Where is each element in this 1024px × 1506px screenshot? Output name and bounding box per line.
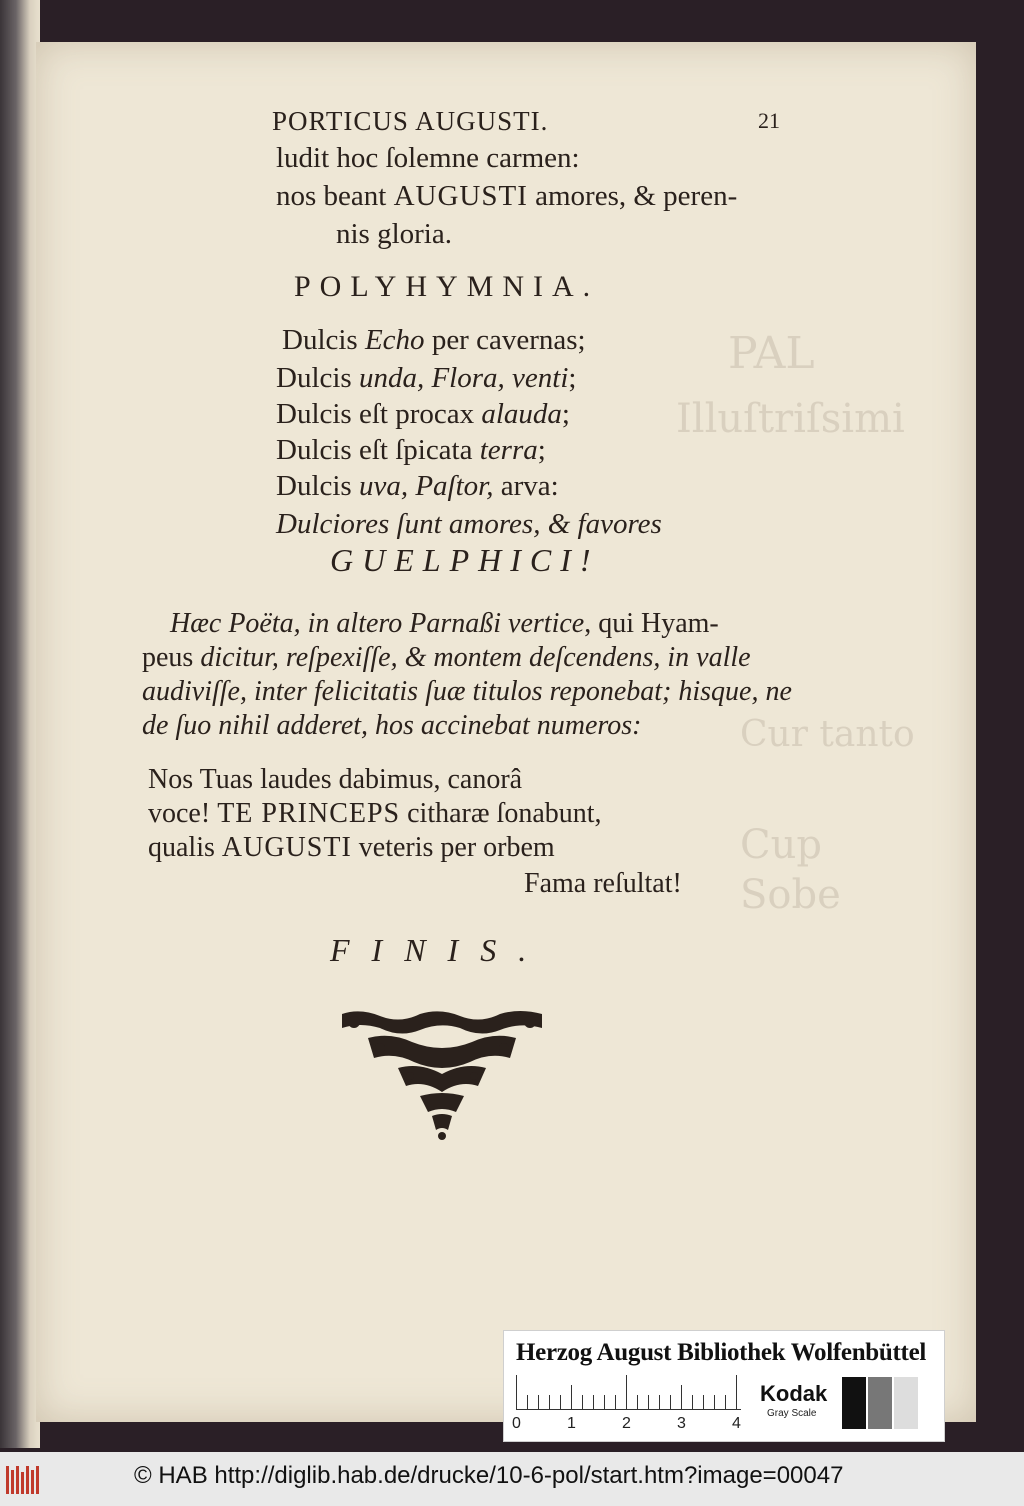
- finis: FINIS.: [330, 932, 549, 968]
- prose-italic: dicitur, reſpexiſſe, & montem deſcendens, in valle: [200, 642, 751, 673]
- verse-fragment: voce!: [148, 798, 218, 829]
- verse-line: Fama reſultat!: [524, 868, 682, 899]
- tailpiece-ornament-icon: [340, 1008, 544, 1142]
- verse-fragment: ;: [568, 362, 577, 394]
- verse-fragment: Dulcis eſt procax: [276, 398, 482, 430]
- verse-line: [148, 832, 555, 864]
- name-caps: AUGUSTI: [393, 180, 528, 212]
- verse-line: [276, 362, 576, 395]
- verse-fragment: amores, & peren-: [527, 180, 738, 212]
- verse-fragment: Dulcis: [276, 362, 359, 394]
- verse-fragment: per cavernas;: [424, 324, 586, 356]
- prose-fragment: peus: [142, 642, 201, 673]
- book-page: [36, 42, 976, 1422]
- prose-line: [170, 608, 719, 640]
- prose-line: de ſuo nihil adderet, hos accinebat numeros:: [142, 710, 642, 741]
- verse-fragment: Nos: [148, 764, 200, 795]
- prose-line: audiviſſe, inter felicitatis ſuæ titulos reponebat; hisque, ne: [142, 676, 792, 707]
- gray-swatch-black: [842, 1377, 866, 1429]
- verse-fragment: laudes dabimus, canorâ: [253, 764, 523, 795]
- verse-fragment: ;: [561, 398, 570, 430]
- ruler-number: 3: [677, 1415, 686, 1432]
- verse-italic: terra: [479, 434, 538, 466]
- verse-fragment: ;: [537, 434, 546, 466]
- library-label: [503, 1330, 945, 1442]
- footer-bar: [0, 1452, 1024, 1506]
- verse-line: [276, 180, 737, 213]
- verse-line: [282, 324, 586, 357]
- verse-fragment: qualis: [148, 832, 222, 863]
- hab-logo-icon: [4, 1462, 44, 1498]
- verse-italic: unda, Flora, venti: [358, 362, 569, 394]
- verse-line: Dulciores ſunt amores, & favores: [276, 508, 662, 540]
- book-edge: [0, 0, 40, 1448]
- verse-italic: alauda: [481, 398, 562, 430]
- show-through-text: Cur tanto: [740, 714, 915, 755]
- running-head: PORTICUS AUGUSTI.: [272, 106, 549, 136]
- verse-line: [276, 434, 546, 467]
- library-name: Herzog August Bibliothek Wolfenbüttel: [516, 1339, 927, 1366]
- show-through-text: PAL: [728, 328, 815, 379]
- verse-fragment: veteris per orbem: [351, 832, 555, 863]
- kodak-logo: Kodak: [760, 1381, 828, 1406]
- verse-fragment: citharæ ſonabunt,: [400, 798, 602, 829]
- ruler-number: 1: [567, 1415, 576, 1432]
- verse-line: [148, 798, 602, 830]
- ruler-number: 4: [732, 1415, 741, 1432]
- verse-fragment: arva:: [493, 470, 559, 502]
- prose-italic: Hæc Poëta, in altero Parnaßi vertice: [170, 608, 585, 639]
- verse-fragment: Dulcis: [276, 470, 359, 502]
- show-through-text: Cup: [740, 822, 822, 868]
- verse-line: [276, 398, 570, 431]
- verse-line: [276, 470, 559, 503]
- verse-line: ludit hoc ſolemne carmen:: [276, 142, 580, 174]
- verse-line: GUELPHICI!: [330, 542, 600, 578]
- verse-fragment: Dulcis: [282, 324, 365, 356]
- gray-swatch-mid: [868, 1377, 892, 1429]
- gray-scale-label: Gray Scale: [767, 1408, 817, 1419]
- verse-fragment: Dulcis eſt ſpicata: [276, 434, 480, 466]
- verse-line: [148, 764, 522, 796]
- show-through-text: Sobe: [740, 872, 841, 918]
- copyright-url[interactable]: © HAB http://diglib.hab.de/drucke/10-6-pol/start.htm?image=00047: [134, 1462, 844, 1489]
- ruler-number: 0: [512, 1415, 521, 1432]
- name-caps: AUGUSTI: [221, 832, 352, 863]
- verse-fragment: Tuas: [199, 764, 254, 795]
- show-through-text: Illuſtriſsimi: [676, 396, 905, 442]
- section-heading: POLYHYMNIA.: [294, 270, 600, 303]
- verse-fragment: nos beant: [276, 180, 394, 212]
- verse-line: nis gloria.: [336, 218, 452, 250]
- prose-fragment: , qui Hyam-: [584, 608, 719, 639]
- name-caps: TE PRINCEPS: [217, 798, 401, 829]
- verse-italic: Echo: [364, 324, 425, 356]
- gray-swatch-light: [894, 1377, 918, 1429]
- prose-line: [142, 642, 751, 674]
- ruler-number: 2: [622, 1415, 631, 1432]
- ruler-scale: [516, 1375, 741, 1410]
- verse-italic: uva, Paſtor,: [358, 470, 494, 502]
- page-number: 21: [758, 108, 780, 133]
